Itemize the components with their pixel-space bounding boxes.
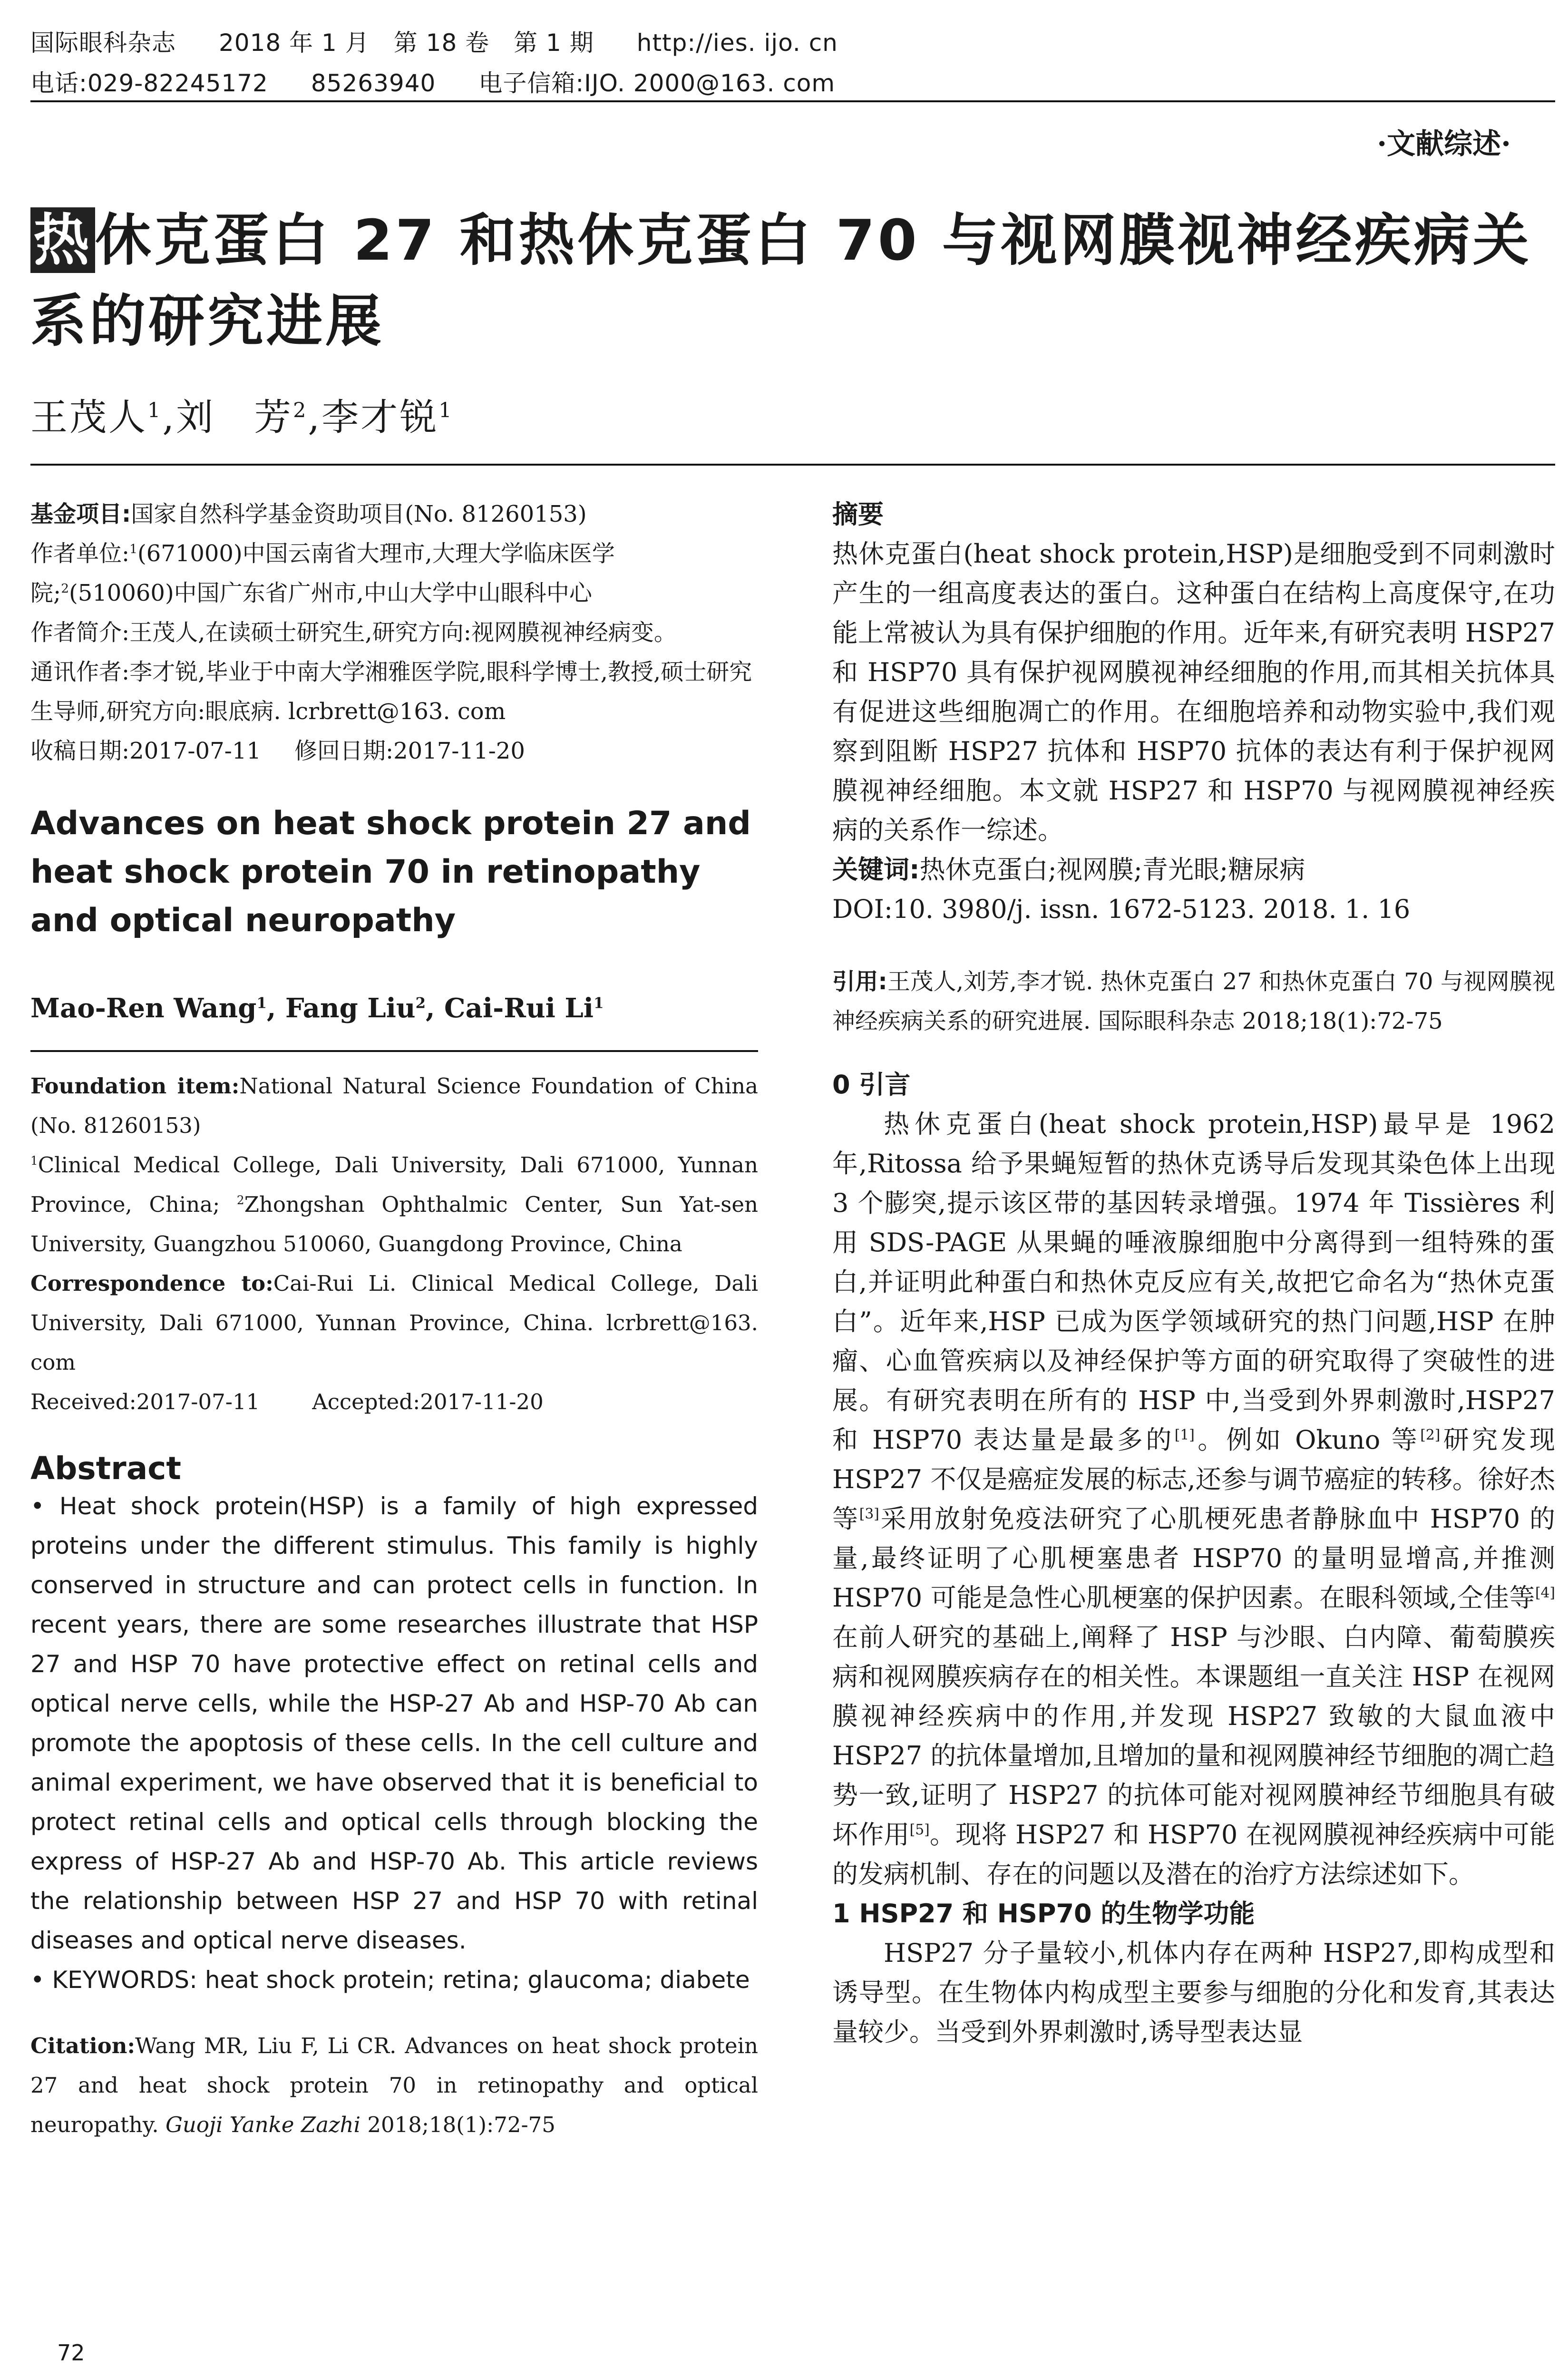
section-0-heading: 0 引言 <box>832 1070 911 1100</box>
en-corr: Cai-Rui Li. Clinical Medical College, Dali University, Dali 671000, Yunnan Province, China. lcrbrett@163. com <box>30 1271 758 1375</box>
s0-text-a: 热休克蛋白(heat shock protein,HSP)最早是 1962 年,Ritossa 给予果蝇短暂的热休克诱导后发现其染色体上出现 3 个膨突,提示该区带的基因转录增强。1974 年 Tissières 利用 SDS-PAGE 从果蝇的唾液腺细胞中分离得到一组特殊的蛋白,并证明此种蛋白和热休克反应有关,故把它命名为“热休克蛋白”。近年来,HSP 已成为医学领域研究的热门问题,HSP 在肿瘤、心血管疾病以及神经保护等方面的研究取得了突破性的进展。有研究表明在所有的 HSP 中,当受到外界刺激时,HSP27 和 HSP70 表达量是最多的 <box>832 1109 1555 1455</box>
ref-4: [4] <box>1535 1585 1555 1601</box>
abstract-heading: Abstract <box>30 1450 181 1487</box>
s0-text-c: 研究发现 HSP27 不仅是癌症发展的标志,还参与调节癌症的转移。徐好杰等 <box>832 1425 1556 1534</box>
unit2: (510060)中国广东省广州市,中山大学中山眼科中心 <box>68 580 592 606</box>
author-1-sup: 1 <box>147 399 163 422</box>
citation-journal: Guoji Yanke Zazhi <box>165 2112 361 2137</box>
title-rest: 休克蛋白 27 和热休克蛋白 70 与视网膜视神经疾病关系的研究进展 <box>30 207 1532 354</box>
en-authors: Mao-Ren Wang$^1$, Fang Liu$^2$, Cai-Rui Li$^1$ <box>30 993 604 1024</box>
abstract-cn-body: 热休克蛋白(heat shock protein,HSP)是细胞受到不同刺激时产生的一组高度表达的蛋白。这种蛋白在结构上高度保守,在功能上常被认为具有保护细胞的作用。近年来,有研究表明 HSP27 和 HSP70 具有保护视网膜视神经细胞的作用,而其相关抗体具有促进这些细胞凋亡的作用。在细胞培养和动物实验中,我们观察到阻断 HSP27 抗体和 HSP70 抗体的表达有利于保护视网膜视神经细胞。本文就 HSP27 和 HSP70 与视网膜视神经疾病的关系作一综述。 <box>832 539 1555 845</box>
page-number: 72 <box>57 2340 85 2366</box>
revised-cn: 修回日期:2017-11-20 <box>294 738 525 764</box>
meta-cn <box>30 495 758 771</box>
journal-name: 国际眼科杂志 <box>30 29 176 57</box>
unit-label: 作者单位: <box>30 540 130 567</box>
s0-text-e: 在前人研究的基础上,阐释了 HSP 与沙眼、白内障、葡萄膜疾病和视网膜疾病存在的相关性。本课题组一直关注 HSP 在视网膜视神经疾病中的作用,并发现 HSP27 致敏的大鼠血液中 HSP27 的抗体量增加,且增加的量和视网膜神经节细胞的凋亡趋势一致,证明了 HSP27 的抗体可能对视网膜神经节细胞具有破坏作用 <box>832 1622 1556 1850</box>
author-2: 刘 芳 <box>176 396 293 439</box>
citation-tail: 2018;18(1):72-75 <box>367 2112 555 2137</box>
s0-text-d: 采用放射免疫法研究了心肌梗死患者静脉血中 HSP70 的量,最终证明了心肌梗塞患者 HSP70 的量明显增高,并推测 HSP70 可能是急性心肌梗塞的保护因素。在眼科领域,仝佳等 <box>832 1504 1556 1613</box>
fund-label: 基金项目: <box>30 501 131 527</box>
header-rule <box>30 100 1555 102</box>
section-1-heading: 1 HSP27 和 HSP70 的生物学功能 <box>832 1899 1255 1929</box>
title-rule <box>30 464 1555 466</box>
kw-cn-label: 关键词: <box>832 855 920 885</box>
en-received: Received:2017-07-11 <box>30 1389 260 1414</box>
unit: (671000)中国云南省大理市,大理大学临床医学院; <box>30 540 615 606</box>
en-author-1-sup: 1 <box>256 994 267 1012</box>
en-author-3: Cai-Rui Li <box>444 993 594 1024</box>
en-author-3-sup: 1 <box>594 994 604 1012</box>
right-column <box>832 495 1555 2052</box>
article-title <box>30 200 1552 361</box>
journal-url: http://ies. ijo. cn <box>636 29 838 57</box>
citation-cn-text: 王茂人,刘芳,李才锐. 热休克蛋白 27 和热休克蛋白 70 与视网膜视神经疾病关系的研究进展. 国际眼科杂志 2018;18(1):72-75 <box>832 968 1555 1034</box>
keywords-en: • KEYWORDS: heat shock protein; retina; glaucoma; diabete <box>30 1966 750 1994</box>
ref-1: [1] <box>1174 1427 1195 1443</box>
ref-2: [2] <box>1420 1427 1441 1443</box>
en-corr-label: Correspondence to: <box>30 1271 273 1296</box>
fund: 国家自然科学基金资助项目(No. 81260153) <box>131 501 587 527</box>
aff2: Zhongshan Ophthalmic Center, Sun Yat-sen University, Guangzhou 510060, Guangdong Province, China <box>30 1192 758 1257</box>
en-author-2: Fang Liu <box>285 993 416 1024</box>
en-fund-label: Foundation item: <box>30 1073 240 1099</box>
authors-rule <box>30 1050 758 1052</box>
author-1: 王茂人 <box>30 396 148 439</box>
en-author-2-sup: 2 <box>415 994 426 1012</box>
phone2: 85263940 <box>311 69 436 97</box>
en-accepted: Accepted:2017-11-20 <box>312 1389 544 1414</box>
citation-cn-label: 引用: <box>832 968 887 995</box>
left-column <box>30 495 758 2144</box>
aff2-sup: 2 <box>236 1193 244 1207</box>
section-0 <box>832 1065 1555 1894</box>
en-fund: National Natural Science Foundation of China (No. 81260153) <box>30 1073 758 1138</box>
ref-5: [5] <box>909 1822 930 1838</box>
email: 电子信箱:IJO. 2000@163. com <box>478 69 836 97</box>
section-1-paragraph: HSP27 分子量较小,机体内存在两种 HSP27,即构成型和诱导型。在生物体内构成型主要参与细胞的分化和发育,其表达量较少。当受到外界刺激时,诱导型表达显 <box>832 1938 1555 2047</box>
s0-text-b: 。例如 Okuno 等 <box>1194 1425 1421 1455</box>
citation-text: Wang MR, Liu F, Li CR. Advances on heat shock protein 27 and heat shock protein 70 in retinopathy and optical neuropathy. <box>30 2033 758 2137</box>
unit-sup2: 2 <box>61 581 69 596</box>
s0-text-f: 。现将 HSP27 和 HSP70 在视网膜视神经疾病中可能的发病机制、存在的问题以及潜在的治疗方法综述如下。 <box>832 1820 1555 1889</box>
doi: DOI:10. 3980/j. issn. 1672-5123. 2018. 1. 16 <box>832 894 1411 924</box>
phone: 电话:029-82245172 <box>30 69 268 97</box>
citation-en <box>30 2026 758 2144</box>
journal-header-line1 <box>30 24 881 58</box>
unit-sup1: 1 <box>129 542 137 556</box>
aff1: Clinical Medical College, Dali University, Dali 671000, Yunnan Province, China; <box>30 1152 758 1217</box>
bio-label: 作者简介: <box>30 619 130 646</box>
received-cn: 收稿日期:2017-07-11 <box>30 738 261 764</box>
corr: 李才锐,毕业于中南大学湘雅医学院,眼科学博士,教授,硕士研究生导师,研究方向:眼底病. lcrbrett@163. com <box>30 659 752 725</box>
en-meta <box>30 1066 758 1422</box>
section-1 <box>832 1894 1555 2052</box>
issue-info: 2018 年 1 月 第 18 卷 第 1 期 <box>219 29 594 57</box>
author-3: 李才锐 <box>321 396 439 439</box>
section-0-paragraph <box>832 1104 1555 1894</box>
bio: 王茂人,在读硕士研究生,研究方向:视网膜视神经病变。 <box>129 619 677 646</box>
en-author-1: Mao-Ren Wang <box>30 993 257 1024</box>
kw-cn: 热休克蛋白;视网膜;青光眼;糖尿病 <box>919 855 1305 885</box>
authors-cn: 王茂人$^1$,刘 芳$^2$,李才锐$^1$ <box>30 396 454 439</box>
ref-3: [3] <box>859 1506 879 1522</box>
aff1-sup: 1 <box>30 1154 38 1168</box>
author-3-sup: 1 <box>438 399 454 422</box>
section-tag: ·文献综述· <box>1377 127 1511 161</box>
citation-cn <box>832 962 1555 1041</box>
abstract-body: • Heat shock protein(HSP) is a family of high expressed proteins under the different stimulus. This family is highly conserved in structure and can protect cells in function. In recent years, there are some researches illustrate that HSP 27 and HSP 70 have protective effect on retinal cells and optical nerve cells, while the HSP-27 Ab and HSP-70 Ab can promote the apoptosis of these cells. In the cell culture and animal experiment, we have observed that it is beneficial to protect retinal cells and optical cells through blocking the express of HSP-27 Ab and HSP-70 Ab. This article reviews the relationship between HSP 27 and HSP 70 with retinal diseases and optical nerve diseases. <box>30 1492 758 1954</box>
author-2-sup: 2 <box>293 399 308 422</box>
abstract-cn-heading: 摘要 <box>832 499 884 529</box>
corr-label: 通讯作者: <box>30 659 130 685</box>
journal-header-line2 <box>30 64 878 98</box>
citation-label: Citation: <box>30 2033 136 2058</box>
en-title: Advances on heat shock protein 27 and heat shock protein 70 in retinopathy and optical neuropathy <box>30 805 751 939</box>
title-first-char: 热 <box>30 207 95 273</box>
